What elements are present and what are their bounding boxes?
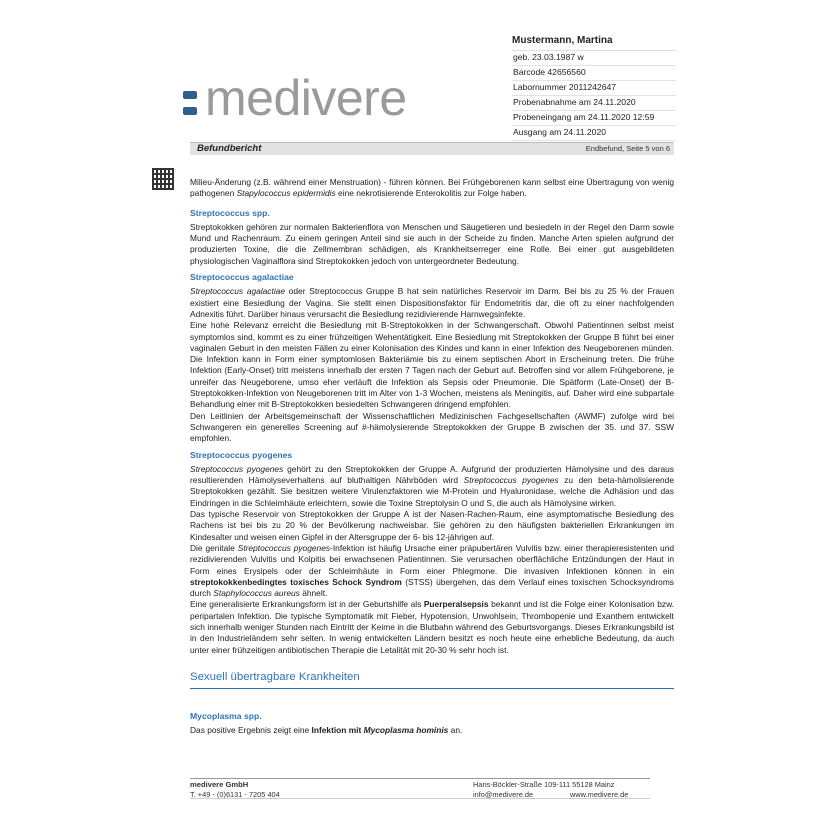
paragraph-pyogenes-1: Streptococcus pyogenes gehört zu den Streptokokken der Gruppe A. Aufgrund der produzierten Hämolysine und des daraus resultierenden Hämolyseverhaltens auf bluthaltigen Nährböden wird Streptococcus pyogenes zu den beta-hämolisierende Streptokokken gezählt. Sie besitzen weitere Virulenzfaktoren wie M-Protein und Hyaluronidase, welche die Adhäsion und das Eindringen in die Schleimhäute erleichtern, sowie die Toxine Streptolysin O und S, die auch als Hämolysine wirken.: [190, 463, 674, 508]
sample-collection-date: Probenabnahme am 24.11.2020: [512, 96, 676, 111]
heading-sti-section: Sexuell übertragbare Krankheiten: [190, 670, 674, 689]
report-title: Befundbericht: [197, 143, 262, 154]
heading-streptococcus-spp: Streptococcus spp.: [190, 207, 270, 218]
footer-address: Hans-Böckler-Straße 109-111 55128 Mainz: [473, 780, 615, 789]
paragraph-pyogenes-2: Das typische Reservoir von Streptokokken der Gruppe A ist der Nasen-Rachen-Raum, eine asymptomatische Besiedlung des Rachens ist bei bis zu 20 % der Bevölkerung nachweisbar. Sie gehören zu den häufigsten bakteriellen Erkrankungen im Kindesalter und weisen einen Gipfel in der Altersgruppe der 6- bis 12-jährigen auf.: [190, 509, 674, 542]
heading-mycoplasma-spp: Mycoplasma spp.: [190, 710, 262, 721]
logo-wordmark: medivere: [205, 70, 407, 126]
logo-dot-icon: [183, 91, 197, 99]
footer-email-link[interactable]: info@medivere.de: [473, 790, 534, 799]
intro-paragraph: Milieu-Änderung (z.B. während einer Menstruation) - führen können. Bei Frühgeborenen kann selbst eine Übertragung von wenig pathogenen Stapylococcus epidermidis eine nekrotisierende Enterokolitis zur Folge haben.: [190, 177, 674, 199]
paragraph-pyogenes-3: Die genitale Streptococcus pyogenes-Infektion ist häufig Ursache einer präpubertären Vulvitis bzw. einer therapieresistenten und rezidivierenden Vulvitis und Kolpitis bei erwachsenen Patientinnen. Sie verursachen oberflächliche Entzündungen der Haut in Form eines Erysipels oder der Schleimhäute in Form einer Phlegmone. Die invasiven Infektionen können in ein streptokokkenbedingtes toxisches Schock Syndrom (STSS) übergehen, das dem Verlauf eines toxischen Schocksyndroms durch Staphylococcus aureus ähnelt.: [190, 542, 675, 599]
heading-streptococcus-pyogenes: Streptococcus pyogenes: [190, 449, 293, 460]
paragraph-pyogenes-4: Eine generalisierte Erkrankungsform ist in der Geburtshilfe als Puerperalsepsis bekannt und ist die Folge einer Kolonisation bzw. peripartalen Infektion. Die typische Symptomatik mit Fieber, Hypotension, Unwohlsein, Thrombopenie und Exanthem entwickelt sich innerhalb weniger Stunden nach Eintritt der Keime in die Blutbahn während des Geburtsvorgangs. Dieses Erkrankungsbild ist in den Industrieländern sehr selten. In wenig entwickelten Ländern besitzt es noch heute eine erhebliche Bedeutung, da auch unter einer frühzeitigen antibiotischen Therapie die Letalität mit 20-30 % sehr hoch ist.: [190, 599, 674, 655]
medivere-logo: [183, 70, 463, 126]
sample-receipt-date: Probeneingang am 24.11.2020 12:59: [512, 111, 676, 126]
heading-streptococcus-agalactiae: Streptococcus agalactiae: [190, 272, 294, 283]
report-content: [190, 177, 674, 736]
datamatrix-code-icon: [152, 168, 174, 190]
paragraph-mycoplasma: Das positive Ergebnis zeigt eine Infektion mit Mycoplasma hominis an.: [190, 725, 463, 736]
report-output-date: Ausgang am 24.11.2020: [512, 126, 676, 141]
paragraph-agalactiae-3: Den Leitlinien der Arbeitsgemeinschaft der Wissenschaftlichen Medizinischen Fachgesellschaften (AWMF) zufolge wird bei Schwangeren ein generelles Screening auf #-hämolysierende Streptokokken der Gruppe B zwischen der 35. und 37. SSW empfohlen.: [190, 410, 674, 444]
patient-lab-number: Labornummer 2011242647: [512, 81, 676, 96]
patient-birth: geb. 23.03.1987 w: [512, 51, 676, 66]
footer-phone: T. +49 - (0)6131 - 7205 404: [190, 790, 280, 799]
footer-website-link[interactable]: www.medivere.de: [570, 790, 629, 799]
patient-name: Mustermann, Martina: [512, 35, 676, 51]
paragraph-streptococcus-spp: Streptokokken gehören zur normalen Bakterienflora von Menschen und Säugetieren und besiedeln in der Regel den Darm sowie Mund und Rachenraum. Zu einem geringen Anteil sind sie auch in der Scheide zu finden. Manche Arten spielen aufgrund der produzierten Toxine, die die Zellmembran schädigen, als Krankheitserreger eine Rolle. Bei einer gut ausgebildeten physiologischen Vaginalflora sind Streptokokken jedoch von untergeordneter Bedeutung.: [190, 221, 674, 266]
patient-info-block: [512, 35, 676, 141]
report-page-info: Endbefund, Seite 5 von 6: [585, 144, 670, 153]
patient-barcode: Barcode 42656560: [512, 66, 676, 81]
logo-dot-icon: [183, 107, 197, 115]
footer-company: medivere GmbH: [190, 780, 249, 789]
report-header-bar: [190, 142, 674, 155]
paragraph-agalactiae-2: Eine hohe Relevanz erreicht die Besiedlung mit B-Streptokokken in der Schwangerschaft. Obwohl Patientinnen selbst meist symptomlos sind, kommt es zu einer frühzeitigen Wehentätigkeit. Eine Besiedlung mit Streptokokken der Gruppe B führt bei einer vaginalen Geburt in den meisten Fällen zu einer Kolonisation des Kindes und kann in einer Infektion des Neugeborenen münden. Die Infektion kann in Form einer symptomlosen Bakteriämie bis zu einem septischen Abort in Erscheinung treten. Die frühe Infektion (Early-Onset) tritt meistens innerhalb der ersten 7 Tagen nach der Geburt auf. Betroffen sind vor allem Frühgeborene, je unreifer das Neugeborene, umso eher verläuft die Infektion als Sepsis oder Pneumonie. Die Spätform (Late-Onset) der B-Streptokokken-Infektion von Neugeborenen tritt im Alter von 1-3 Wochen, meistens als Meningitis, auf. Daher wird eine subpartale Behandlung einer mit B-Streptokokken besiedelten Schwangeren dringend empfohlen.: [190, 320, 674, 410]
paragraph-agalactiae-1: Streptococcus agalactiae oder Streptococcus Gruppe B hat sein natürliches Reservoir im Darm. Bei bis zu 25 % der Frauen existiert eine Besiedlung der Vagina. Sie stellt einen Dispositionsfaktor für Endometritis dar, die oft zu einer nachfolgenden Adnexitis führt. Darüber hinaus verursacht die Besiedlung rezidivierende Harnwegsinfekte.: [190, 286, 674, 319]
